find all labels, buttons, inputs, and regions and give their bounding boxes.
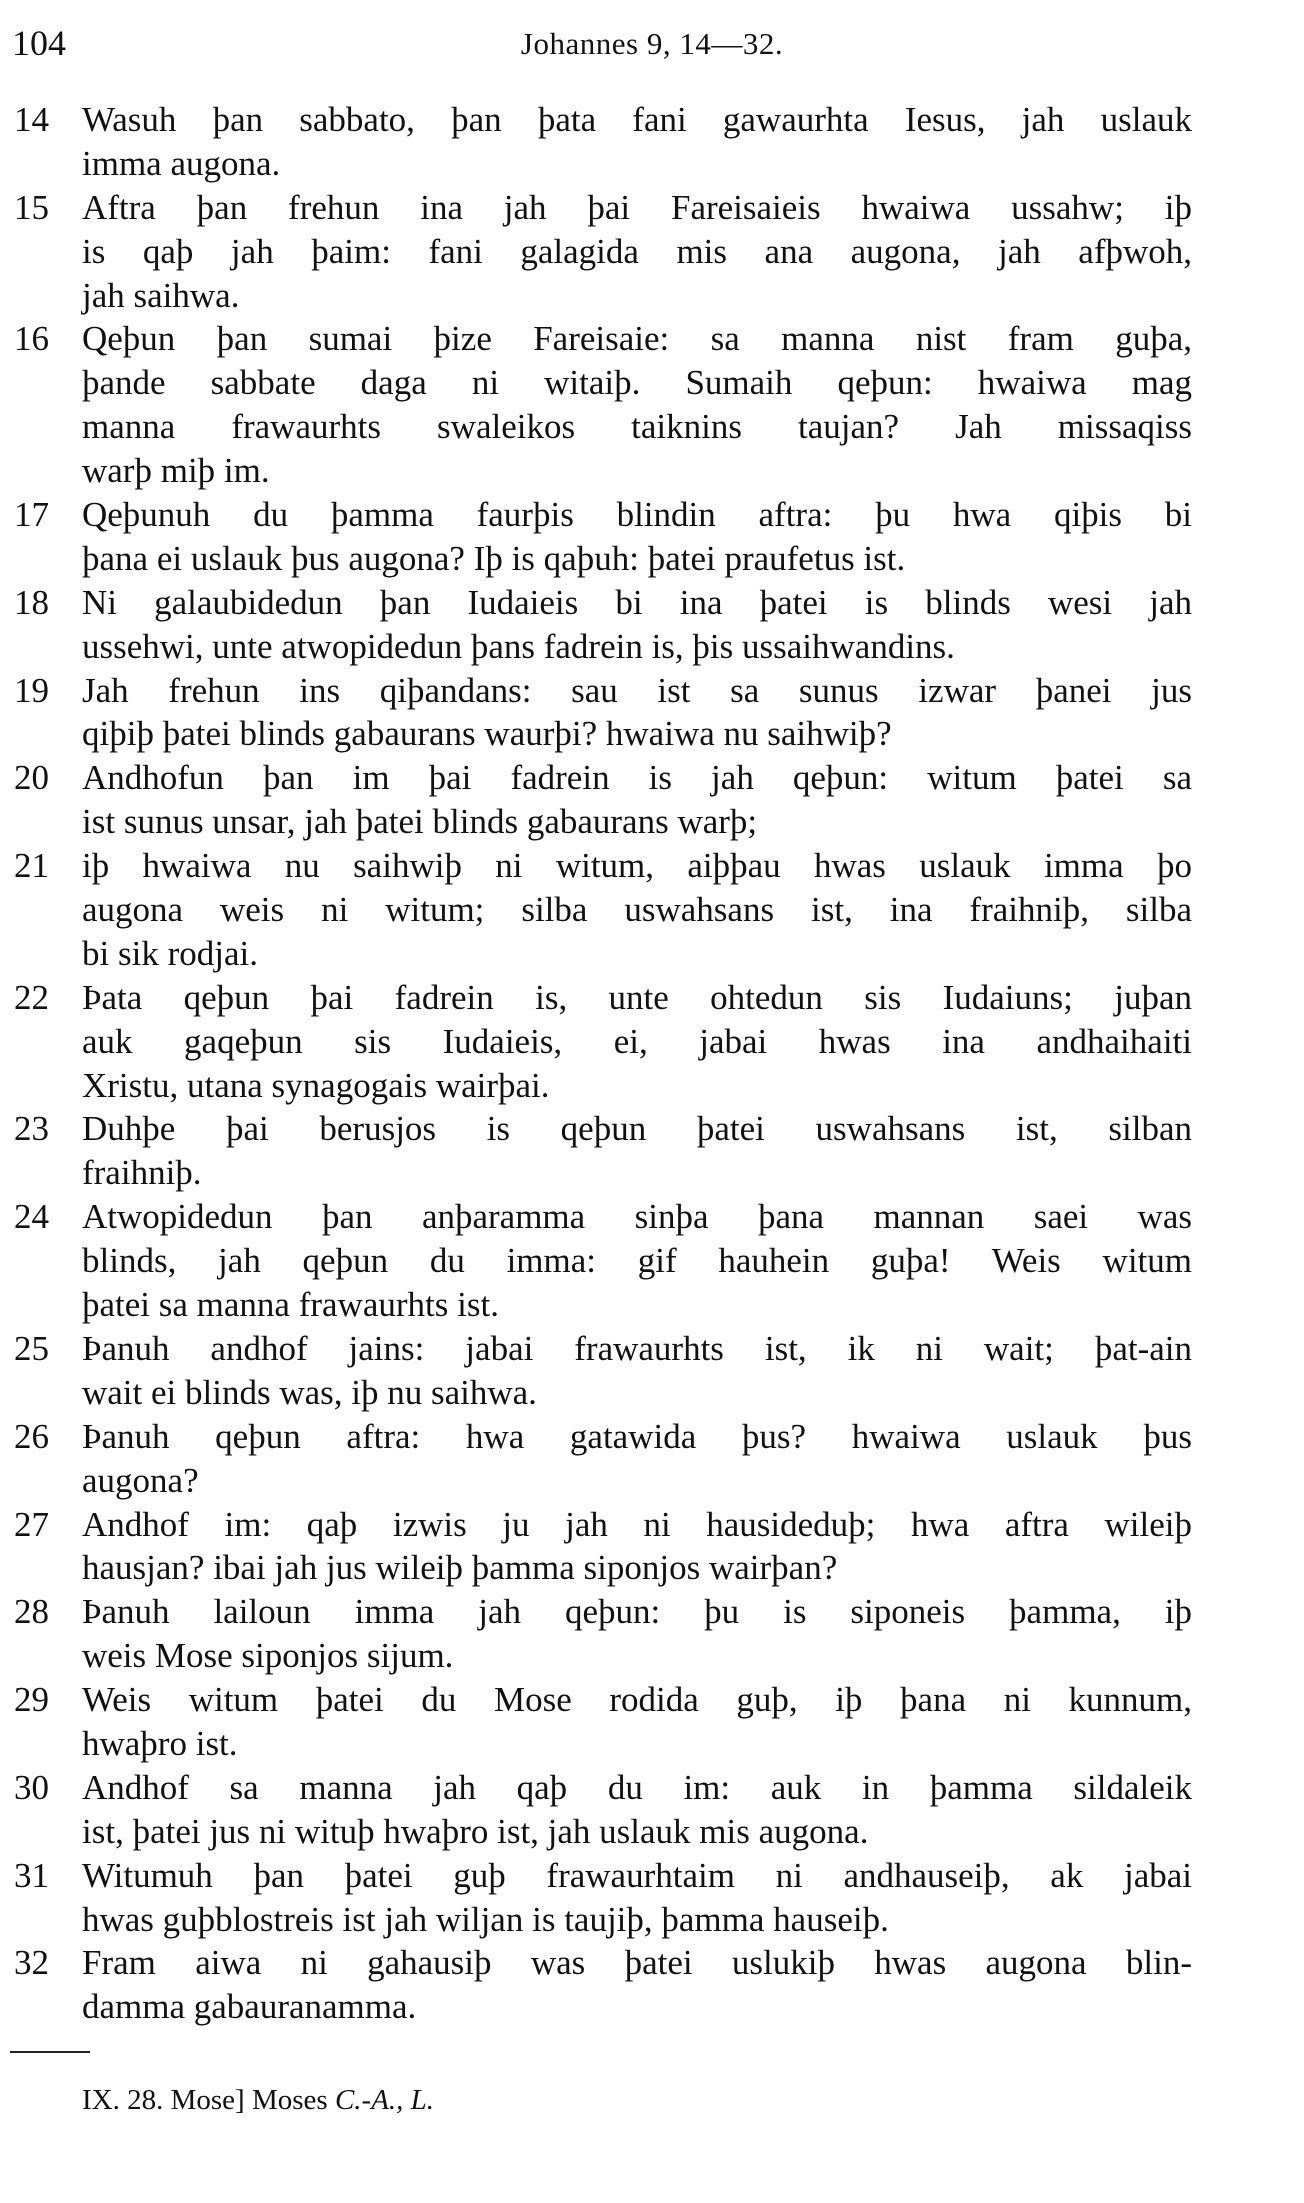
- verse-line: [0, 1854, 1304, 1898]
- verse-line-text: augona weis ni witum; silba uswahsans ist, ina fraihniþ, silba: [82, 890, 1192, 930]
- verse-line: [0, 98, 1304, 142]
- verse-line-text: ussehwi, unte atwopidedun þans fadrein is, þis ussaihwandins.: [82, 626, 955, 666]
- verse-line: [0, 1678, 1304, 1722]
- verse-line: [0, 625, 1304, 669]
- footnote: [82, 2084, 434, 2117]
- verse-line-text: auk gaqeþun sis Iudaieis, ei, jabai hwas ina andhaihaiti: [82, 1021, 1192, 1061]
- verse-line-text: augona?: [82, 1460, 199, 1500]
- verse-line: [0, 1634, 1304, 1678]
- verse-line-text: warþ miþ im.: [82, 451, 270, 491]
- verse-line-text: þatei sa manna frawaurhts ist.: [82, 1285, 499, 1325]
- verse-line-text: Fram aiwa ni gahausiþ was þatei uslukiþ hwas augona blin-: [82, 1943, 1192, 1983]
- verse-number: 17: [14, 495, 49, 535]
- verse-line-text: Qeþun þan sumai þize Fareisaie: sa manna nist fram guþa,: [82, 319, 1192, 359]
- verse-line: [0, 1503, 1304, 1547]
- verse-number: 15: [14, 187, 49, 227]
- verse-line: [0, 537, 1304, 581]
- verse-line: [0, 186, 1304, 230]
- verse-line-text: hwas guþblostreis ist jah wiljan is taujiþ, þamma hauseiþ.: [82, 1899, 889, 1939]
- verse-line: [0, 1239, 1304, 1283]
- verse-line-text: blinds, jah qeþun du imma: gif hauhein guþa! Weis witum: [82, 1241, 1192, 1281]
- verse-number: 24: [14, 1197, 49, 1237]
- verse-line-text: Þata qeþun þai fadrein is, unte ohtedun sis Iudaiuns; juþan: [82, 977, 1192, 1017]
- verse-line: [0, 1590, 1304, 1634]
- verse-line-text: manna frawaurhts swaleikos taiknins taujan? Jah missaqiss: [82, 407, 1192, 447]
- verse-number: 31: [14, 1855, 49, 1895]
- verse-line: [0, 1415, 1304, 1459]
- verse-line: [0, 1283, 1304, 1327]
- verse-line: [0, 712, 1304, 756]
- verse-line-text: is qaþ jah þaim: fani galagida mis ana augona, jah afþwoh,: [82, 231, 1192, 271]
- verse-line: [0, 274, 1304, 318]
- verse-number: 18: [14, 582, 49, 622]
- verse-line: [0, 142, 1304, 186]
- verse-line-text: Ni galaubidedun þan Iudaieis bi ina þatei is blinds wesi jah: [82, 582, 1192, 622]
- verse-number: 20: [14, 758, 49, 798]
- verse-line: [0, 669, 1304, 713]
- verse-line: [0, 756, 1304, 800]
- running-head: Johannes 9, 14—32.: [520, 26, 784, 61]
- verse-line: [0, 1371, 1304, 1415]
- verse-number: 23: [14, 1109, 49, 1149]
- verse-line: [0, 1810, 1304, 1854]
- verse-line: [0, 1151, 1304, 1195]
- verse-line-text: imma augona.: [82, 143, 281, 183]
- verse-line-text: jah saihwa.: [82, 275, 240, 315]
- verse-line: [0, 932, 1304, 976]
- verse-line-text: ist, þatei jus ni wituþ hwaþro ist, jah uslauk mis augona.: [82, 1811, 869, 1851]
- verse-line: [0, 1722, 1304, 1766]
- verse-line: [0, 888, 1304, 932]
- verse-line-text: damma gabauranamma.: [82, 1987, 417, 2027]
- verse-number: 14: [14, 100, 49, 139]
- verse-number: 19: [14, 670, 49, 710]
- verse-line: [0, 1327, 1304, 1371]
- verse-line-text: Jah frehun ins qiþandans: sau ist sa sunus izwar þanei jus: [82, 670, 1192, 710]
- verse-line-text: wait ei blinds was, iþ nu saihwa.: [82, 1372, 537, 1412]
- verse-line: [0, 1546, 1304, 1590]
- verse-number: 32: [14, 1943, 49, 1983]
- verse-line: [0, 976, 1304, 1020]
- verse-line-text: weis Mose siponjos sijum.: [82, 1636, 454, 1676]
- verse-line-text: Andhof sa manna jah qaþ du im: auk in þamma sildaleik: [82, 1767, 1192, 1807]
- verse-line: [0, 493, 1304, 537]
- verse-line: [0, 1985, 1304, 2029]
- verse-line-text: qiþiþ þatei blinds gabaurans waurþi? hwaiwa nu saihwiþ?: [82, 714, 892, 754]
- verse-line: [0, 800, 1304, 844]
- verse-number: 22: [14, 977, 49, 1017]
- verse-line-text: þande sabbate daga ni witaiþ. Sumaih qeþun: hwaiwa mag: [82, 363, 1192, 403]
- verse-line: [0, 1898, 1304, 1942]
- verse-number: 26: [14, 1416, 49, 1456]
- verse-line-text: Wasuh þan sabbato, þan þata fani gawaurhta Iesus, jah uslauk: [82, 100, 1192, 139]
- verse-number: 28: [14, 1592, 49, 1632]
- verse-line: [0, 361, 1304, 405]
- verse-number: 29: [14, 1680, 49, 1720]
- verse-line-text: hwaþro ist.: [82, 1723, 238, 1763]
- verse-line: [0, 317, 1304, 361]
- verse-number: 27: [14, 1504, 49, 1544]
- footnote-reference: IX. 28. Mose] Moses: [82, 2084, 335, 2116]
- verse-line-text: Witumuh þan þatei guþ frawaurhtaim ni andhauseiþ, ak jabai: [82, 1855, 1192, 1895]
- verse-line: [0, 1195, 1304, 1239]
- verse-line: [0, 1107, 1304, 1151]
- verse-line: [0, 844, 1304, 888]
- footnote-sigla: C.-A., L.: [334, 2084, 435, 2116]
- verse-line: [0, 1941, 1304, 1985]
- verse-line-text: hausjan? ibai jah jus wileiþ þamma siponjos wairþan?: [82, 1548, 838, 1588]
- verse-line: [0, 1064, 1304, 1108]
- verse-line-text: Þanuh lailoun imma jah qeþun: þu is siponeis þamma, iþ: [82, 1592, 1192, 1632]
- verse-line-text: Þanuh andhof jains: jabai frawaurhts ist, ik ni wait; þat-ain: [82, 1328, 1192, 1368]
- verse-line-text: Weis witum þatei du Mose rodida guþ, iþ þana ni kunnum,: [82, 1680, 1192, 1720]
- verse-line: [0, 449, 1304, 493]
- page-number: 104: [12, 23, 66, 63]
- verse-text: [0, 98, 1304, 2029]
- verse-line: [0, 230, 1304, 274]
- verse-number: 30: [14, 1767, 49, 1807]
- verse-line-text: Andhof im: qaþ izwis ju jah ni hausideduþ; hwa aftra wileiþ: [82, 1504, 1192, 1544]
- verse-line-text: Duhþe þai berusjos is qeþun þatei uswahsans ist, silban: [82, 1109, 1192, 1149]
- verse-line-text: bi sik rodjai.: [82, 933, 258, 973]
- verse-line: [0, 405, 1304, 449]
- verse-line-text: Atwopidedun þan anþaramma sinþa þana mannan saei was: [82, 1197, 1192, 1237]
- verse-line-text: Andhofun þan im þai fadrein is jah qeþun: witum þatei sa: [82, 758, 1192, 798]
- verse-line: [0, 1766, 1304, 1810]
- verse-line: [0, 1459, 1304, 1503]
- verse-line-text: ist sunus unsar, jah þatei blinds gabaurans warþ;: [82, 802, 758, 842]
- verse-line-text: iþ hwaiwa nu saihwiþ ni witum, aiþþau hwas uslauk imma þo: [82, 846, 1192, 886]
- verse-line-text: fraihniþ.: [82, 1153, 202, 1193]
- verse-line-text: Þanuh qeþun aftra: hwa gatawida þus? hwaiwa uslauk þus: [82, 1416, 1192, 1456]
- verse-line-text: þana ei uslauk þus augona? Iþ is qaþuh: þatei praufetus ist.: [82, 538, 906, 578]
- verse-number: 21: [14, 846, 49, 886]
- footnote-rule: [10, 2051, 90, 2053]
- verse-line-text: Qeþunuh du þamma faurþis blindin aftra: þu hwa qiþis bi: [82, 495, 1192, 535]
- verse-line-text: Aftra þan frehun ina jah þai Fareisaieis hwaiwa ussahw; iþ: [82, 187, 1192, 227]
- verse-line: [0, 581, 1304, 625]
- verse-line-text: Xristu, utana synagogais wairþai.: [82, 1065, 550, 1105]
- verse-number: 16: [14, 319, 49, 359]
- verse-number: 25: [14, 1328, 49, 1368]
- verse-line: [0, 1020, 1304, 1064]
